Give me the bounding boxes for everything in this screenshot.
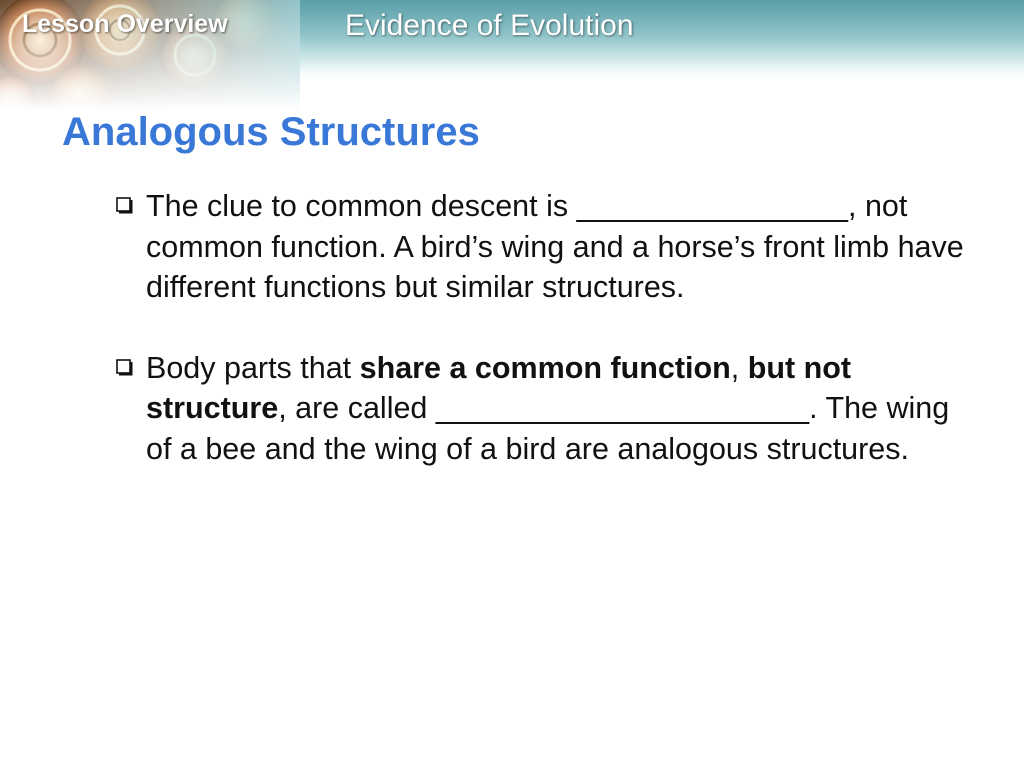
lesson-overview-label: Lesson Overview: [22, 10, 228, 38]
bullet-text: , not common function. A bird’s wing and a horse’s front limb have different functions but similar structures.: [146, 189, 964, 304]
page-title: Analogous Structures: [62, 110, 480, 154]
bullet-text: Body parts that: [146, 350, 360, 385]
bullet-text: . The wing of a bee and the wing of a bird are analogous structures.: [146, 391, 950, 466]
bullet-text: ,: [730, 350, 748, 385]
checkbox-square-icon: [116, 197, 133, 214]
fill-in-blank: ________________: [576, 189, 848, 223]
bullet-text: The clue to common descent is: [146, 189, 577, 223]
checkbox-square-icon: [116, 359, 133, 376]
bold-phrase: but not structure: [146, 350, 852, 425]
topic-label: Evidence of Evolution: [345, 9, 634, 42]
fill-in-blank: ______________________: [435, 391, 810, 425]
bold-phrase: share a common function: [359, 350, 731, 385]
bullet-list: [116, 186, 976, 469]
bullet-item: [116, 186, 976, 308]
bullet-item: [116, 348, 976, 470]
bullet-text: , are called: [278, 391, 436, 425]
